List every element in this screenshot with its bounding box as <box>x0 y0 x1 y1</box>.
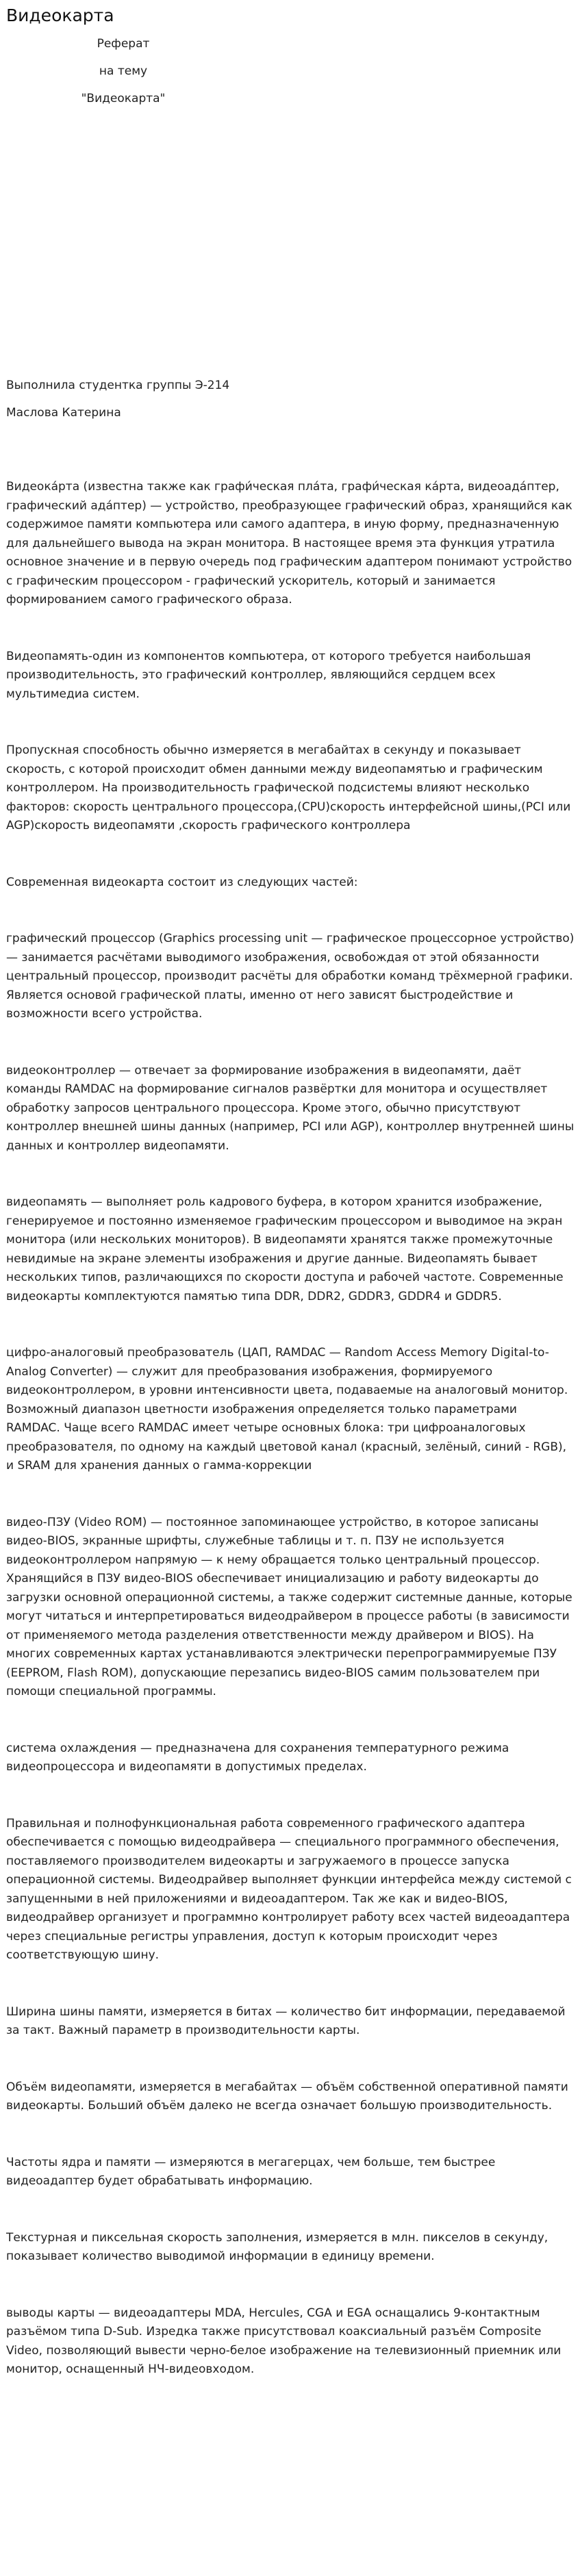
paragraph-fill-rate: Текстурная и пиксельная скорость заполнения, измеряется в млн. пикселов в секунду, показывает количество выводимой информации в единицу времени. <box>6 2230 549 2263</box>
paragraph-video-controller: видеоконтроллер — отвечает за формирование изображения в видеопамяти, даёт команды RAMDAC на формирование сигналов развёртки для монитора и осуществляет обработку запросов центрального процессора. Кроме этого, обычно присутствуют контроллер внешней шины данных (например, PCI или AGP), контроллер внутренней шины данных и контроллер видеопамяти. <box>6 1063 575 1153</box>
paragraph-components-heading: Современная видеокарта состоит из следующих частей: <box>6 875 358 889</box>
paragraph-video-rom: видео-ПЗУ (Video ROM) — постоянное запоминающее устройство, в которое записаны видео-BIOS, экранные шрифты, служебные таблицы и т. п. ПЗУ не используется видеоконтроллером напрямую — к нему обращается только центральный процессор. Хранящийся в ПЗУ видео-BIOS обеспечивает инициализацию и работу видеокарты до загрузки основной операционной системы, а также содержит системные данные, которые могут читаться и интерпретироваться видеодрайвером в процессе работы (в зависимости от применяемого метода разделения ответственности между драйвером и BIOS). На многих современных картах устанавливаются электрически перепрограммируемые ПЗУ (EEPROM, Flash ROM), допускающие перезапись видео-BIOS самим пользователем при помощи специальной программы. <box>6 1515 572 1698</box>
paragraph-ramdac: цифро-аналоговый преобразователь (ЦАП, RAMDAC — Random Access Memory Digital-to-Analog Converter) — служит для преобразования изображения, формируемого видеоконтроллером, в уровни интенсивности цвета, подаваемые на аналоговый монитор. Возможный диапазон цветности изображения определяется только параметрами RAMDAC. Чаще всего RAMDAC имеет четыре основных блока: три цифроаналоговых преобразователя, по одному на каждый цветовой канал (красный, зелёный, синий - RGB), и SRAM для хранения данных о гамма-коррекции <box>6 1346 568 1472</box>
document-title: Видеокарта <box>6 5 114 25</box>
paragraph-memory-size: Объём видеопамяти, измеряется в мегабайтах — объём собственной оперативной памяти видеокарты. Больший объём далеко не всегда означает большую производительность. <box>6 2080 568 2113</box>
paragraph-definition: Видеока́рта (известна также как графи́ческая пла́та, графи́ческая ка́рта, видеоада́птер, графический ада́птер) — устройство, преобразующее графический образ, хранящийся как содержимое памяти компьютера или самого адаптера, в иную форму, предназначенную для дальнейшего вывода на экран монитора. В настоящее время эта функция утратила основное значение и в первую очередь под графическим адаптером понимают устройство с графическим процессором - графический ускоритель, который и занимается формированием самого графического образа. <box>6 480 572 607</box>
paragraph-driver: Правильная и полнофункциональная работа современного графического адаптера обеспечивается с помощью видеодрайвера — специального программного обеспечения, поставляемого производителем видеокарты и загружаемого в процессе запуска операционной системы. Видеодрайвер выполняет функции интерфейса между системой с запущенными в ней приложениями и видеоадаптером. Так же как и видео-BIOS, видеодрайвер организует и программно контролирует работу всех частей видеоадаптера через специальные регистры управления, доступ к которым происходит через соответствующую шину. <box>6 1816 572 1962</box>
paragraph-frequencies: Частоты ядра и памяти — измеряются в мегагерцах, чем больше, тем быстрее видеоадаптер будет обрабатывать информацию. <box>6 2155 496 2188</box>
author-name-line: Маслова Катерина <box>6 406 121 420</box>
paragraph-gpu: графический процессор (Graphics processing unit — графическое процессорное устройство) — занимается расчётами выводимого изображения, освобождая от этой обязанности центральный процессор, производит расчёты для обработки команд трёхмерной графики. Является основой графической платы, именно от него зависят быстродействие и возможности всего устройства. <box>6 932 575 1021</box>
title-line-topic: на тему <box>99 64 148 78</box>
paragraph-cooling: система охлаждения — предназначена для сохранения температурного режима видеопроцессора и видеопамяти в допустимых пределах. <box>6 1741 509 1774</box>
paragraph-outputs: выводы карты — видеоадаптеры MDA, Hercules, CGA и EGA оснащались 9-контактным разъёмом типа D-Sub. Изредка также присутствовал коаксиальный разъём Composite Video, позволяющий вывести черно-белое изображение на телевизионный приемник или монитор, оснащенный НЧ-видеовходом. <box>6 2306 562 2376</box>
author-group-line: Выполнила студентка группы Э-214 <box>6 379 230 392</box>
paragraph-bus-width: Ширина шины памяти, измеряется в битах — количество бит информации, передаваемой за такт. Важный параметр в производительности карты. <box>6 2004 566 2037</box>
document-body <box>6 478 575 2417</box>
author-block <box>6 372 229 426</box>
title-block <box>0 30 247 112</box>
title-line-subject: "Видеокарта" <box>81 92 166 105</box>
title-line-report: Реферат <box>97 37 150 51</box>
paragraph-video-memory-intro: Видеопамять-один из компонентов компьютера, от которого требуется наибольшая производительность, это графический контроллер, являющийся сердцем всех мультимедиа систем. <box>6 649 531 701</box>
paragraph-bandwidth: Пропускная способность обычно измеряется в мегабайтах в секунду и показывает скорость, с которой происходит обмен данными между видеопамятью и графическим контроллером. На производительность графической подсистемы влияют несколько факторов: скорость центрального процессора,(CPU)скорость интерфейсной шины,(PCI или AGP)скорость видеопамяти ,скорость графического контроллера <box>6 743 571 832</box>
paragraph-video-memory: видеопамять — выполняет роль кадрового буфера, в котором хранится изображение, генерируемое и постоянно изменяемое графическим процессором и выводимое на экран монитора (или нескольких мониторов). В видеопамяти хранятся также промежуточные невидимые на экране элементы изображения и другие данные. Видеопамять бывает нескольких типов, различающихся по скорости доступа и рабочей частоте. Современные видеокарты комплектуются памятью типа DDR, DDR2, GDDR3, GDDR4 и GDDR5. <box>6 1195 564 1303</box>
